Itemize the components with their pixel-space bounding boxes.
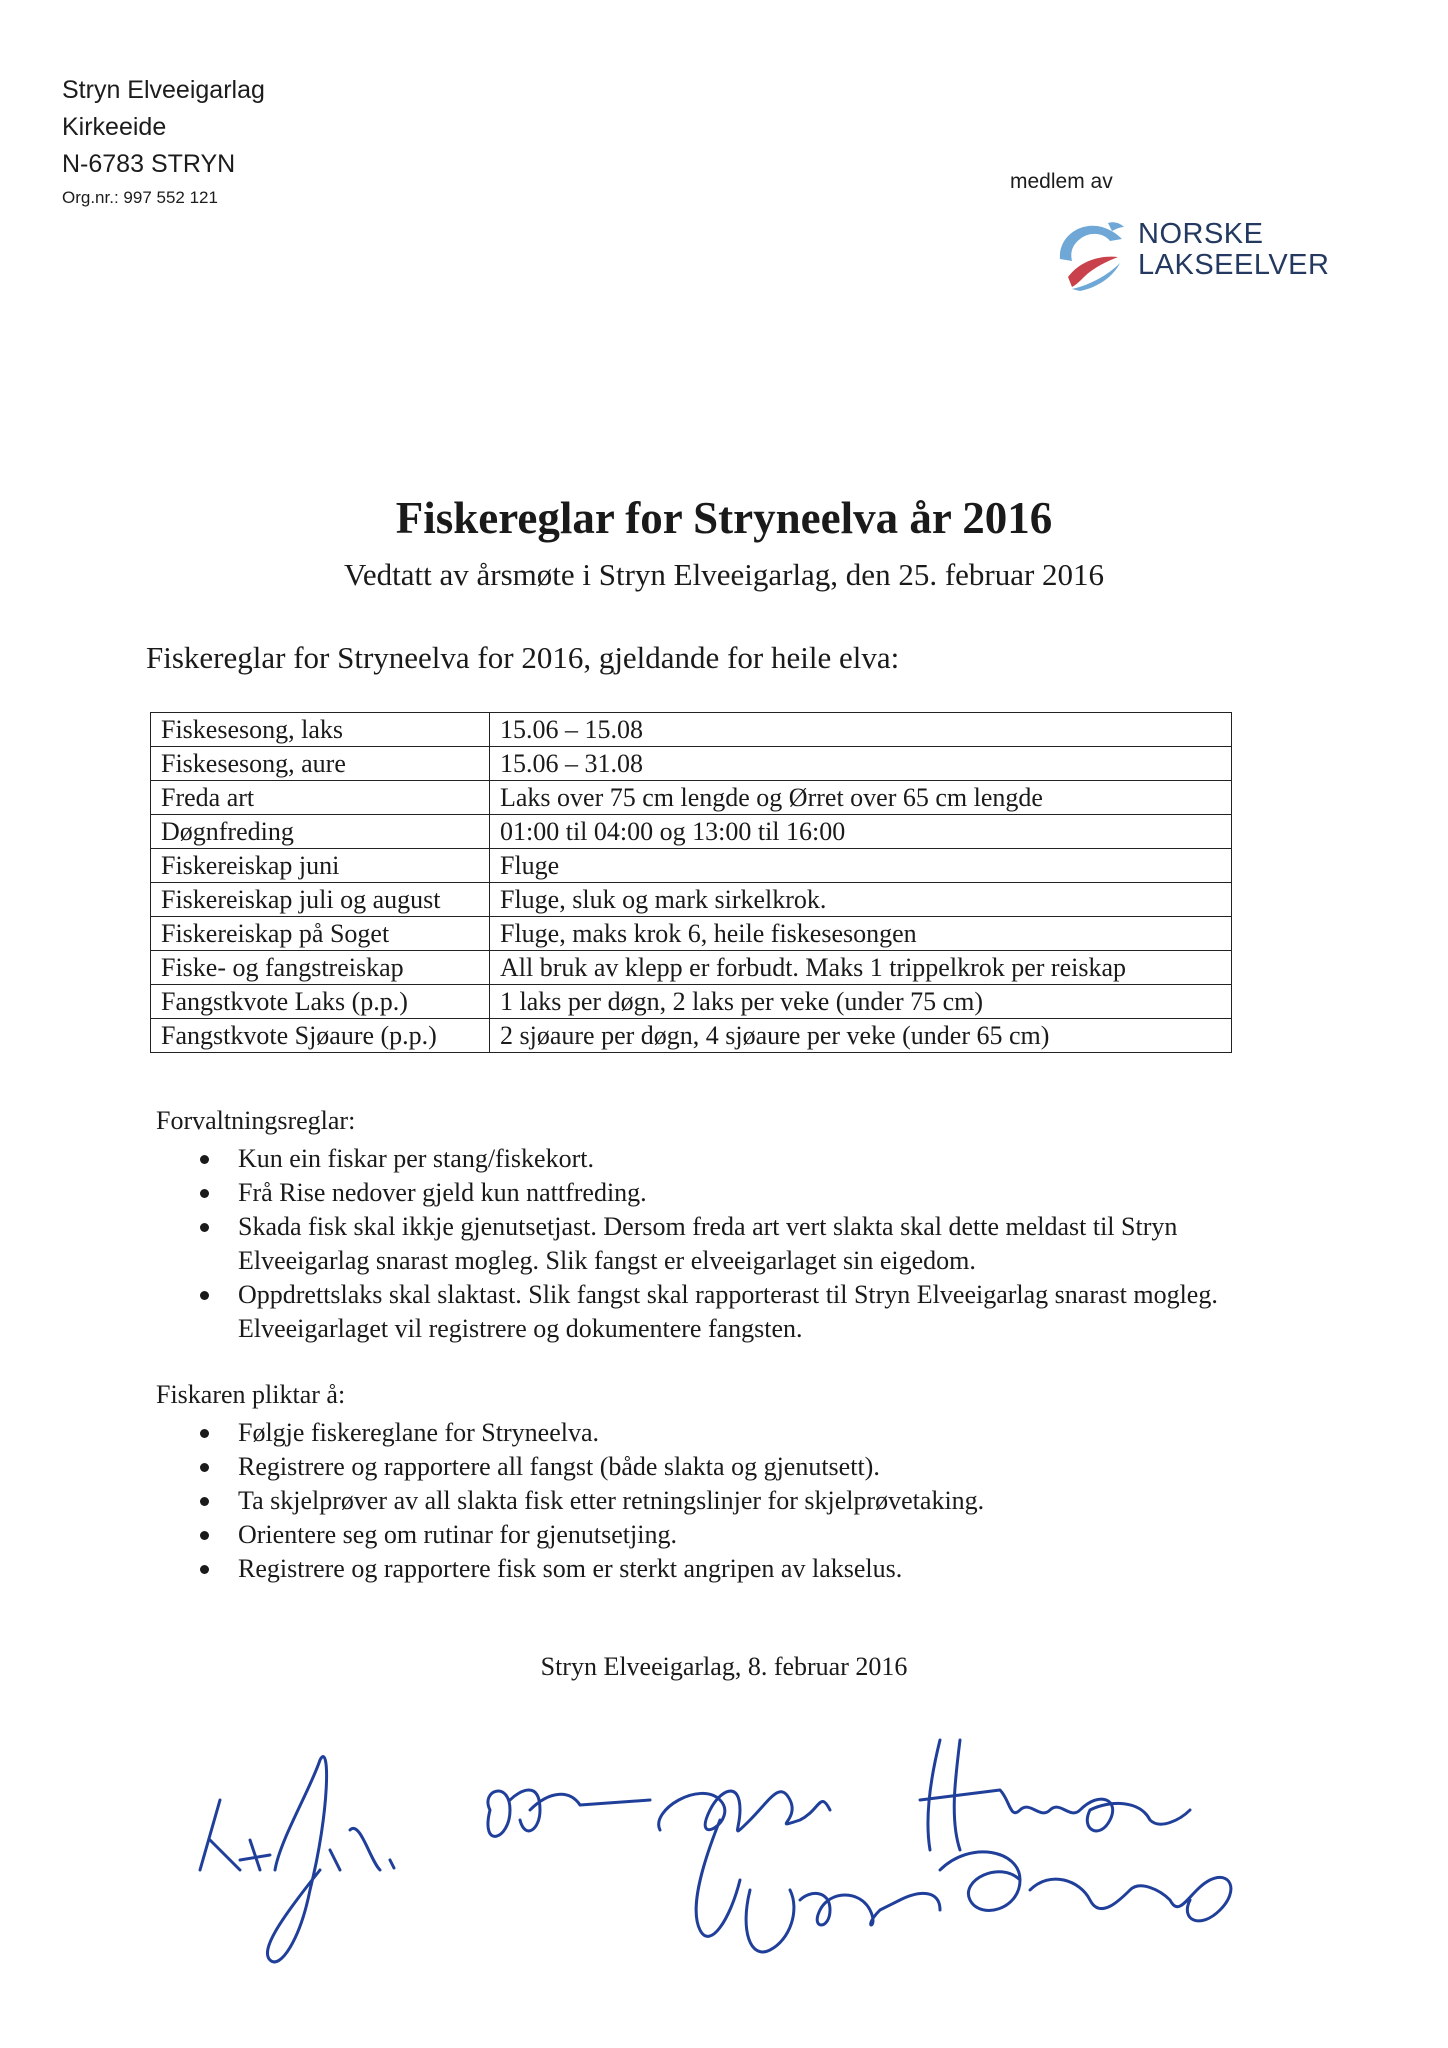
table-row [151,1019,1232,1053]
table-row [151,747,1232,781]
salmon-logo-icon [1050,215,1130,295]
signature-2 [488,1790,650,1836]
signature-6 [940,1852,1231,1921]
table-row [151,985,1232,1019]
signature-5 [746,1890,940,1952]
list-item: Frå Rise nedover gjeld kun nattfreding. [200,1176,1240,1210]
list-item: Registrere og rapportere fisk som er sterkt angripen av lakselus. [200,1552,1240,1586]
table-row [151,917,1232,951]
signature-1 [200,1757,394,1962]
rule-value: Fluge, maks krok 6, heile fiskesesongen [490,917,1232,951]
rule-value: 1 laks per døgn, 2 laks per veke (under 75 cm) [490,985,1232,1019]
logo-line-2: LAKSEELVER [1138,249,1330,281]
norske-lakseelver-logo [1050,215,1330,295]
list-item: Ta skjelprøver av all slakta fisk etter retningslinjer for skjelprøvetaking. [200,1484,1240,1518]
letterhead [62,72,265,213]
rule-value: 2 sjøaure per døgn, 4 sjøaure per veke (under 65 cm) [490,1019,1232,1053]
rule-value: Fluge, sluk og mark sirkelkrok. [490,883,1232,917]
list-item: Orientere seg om rutinar for gjenutsetjing. [200,1518,1240,1552]
document-subtitle: Vedtatt av årsmøte i Stryn Elveeigarlag, den 25. februar 2016 [343,557,1105,592]
postal-line: N-6783 STRYN [62,150,236,178]
list-item: Kun ein fiskar per stang/fiskekort. [200,1142,1240,1176]
document-title: Fiskereglar for Stryneelva år 2016 [395,493,1053,543]
rule-value: 01:00 til 04:00 og 13:00 til 16:00 [490,815,1232,849]
signature-4 [920,1740,1190,1850]
rule-value: Laks over 75 cm lengde og Ørret over 65 cm lengde [490,781,1232,815]
rule-label: Fiskereiskap juli og august [151,883,490,917]
rule-label: Fiskesesong, laks [151,713,490,747]
management-list [200,1142,1240,1346]
rule-value: 15.06 – 15.08 [490,713,1232,747]
rule-value: 15.06 – 31.08 [490,747,1232,781]
rule-value: All bruk av klepp er forbudt. Maks 1 trippelkrok per reiskap [490,951,1232,985]
rule-label: Fangstkvote Laks (p.p.) [151,985,490,1019]
rule-label: Fiske- og fangstreiskap [151,951,490,985]
rule-label: Fiskesesong, aure [151,747,490,781]
address-line: Kirkeeide [62,113,167,141]
rule-label: Døgnfreding [151,815,490,849]
table-row [151,849,1232,883]
table-row [151,815,1232,849]
list-item: Oppdrettslaks skal slaktast. Slik fangst skal rapporterast til Stryn Elveeigarlag snarast mogleg. Elveeigarlaget vil registrere og dokumentere fangsten. [200,1278,1240,1346]
rules-table-body [151,713,1232,1053]
rule-value: Fluge [490,849,1232,883]
org-number: Org.nr.: 997 552 121 [62,188,218,207]
list-item: Skada fisk skal ikkje gjenutsetjast. Dersom freda art vert slakta skal dette meldast til Stryn Elveeigarlag snarast mogleg. Slik fangst er elveeigarlaget sin eigedom. [200,1210,1240,1278]
table-row [151,781,1232,815]
obligations-heading: Fiskaren pliktar å: [156,1380,346,1409]
table-row [151,713,1232,747]
table-row [151,951,1232,985]
signoff-line: Stryn Elveeigarlag, 8. februar 2016 [540,1652,908,1681]
intro-text: Fiskereglar for Stryneelva for 2016, gjeldande for heile elva: [146,640,900,675]
management-heading: Forvaltningsreglar: [156,1106,356,1135]
signatures [180,1720,1260,2020]
rule-label: Fiskereiskap juni [151,849,490,883]
list-item: Registrere og rapportere all fangst (både slakta og gjenutsett). [200,1450,1240,1484]
org-name: Stryn Elveeigarlag [62,76,265,104]
member-label: medlem av [1010,170,1113,193]
list-item: Følgje fiskereglane for Stryneelva. [200,1416,1240,1450]
rules-table [150,712,1232,1053]
obligations-list [200,1416,1240,1586]
signature-3 [659,1791,830,1936]
logo-line-1: NORSKE [1138,218,1264,250]
rule-label: Fiskereiskap på Soget [151,917,490,951]
logo-text [1138,219,1329,281]
rule-label: Fangstkvote Sjøaure (p.p.) [151,1019,490,1053]
table-row [151,883,1232,917]
rule-label: Freda art [151,781,490,815]
